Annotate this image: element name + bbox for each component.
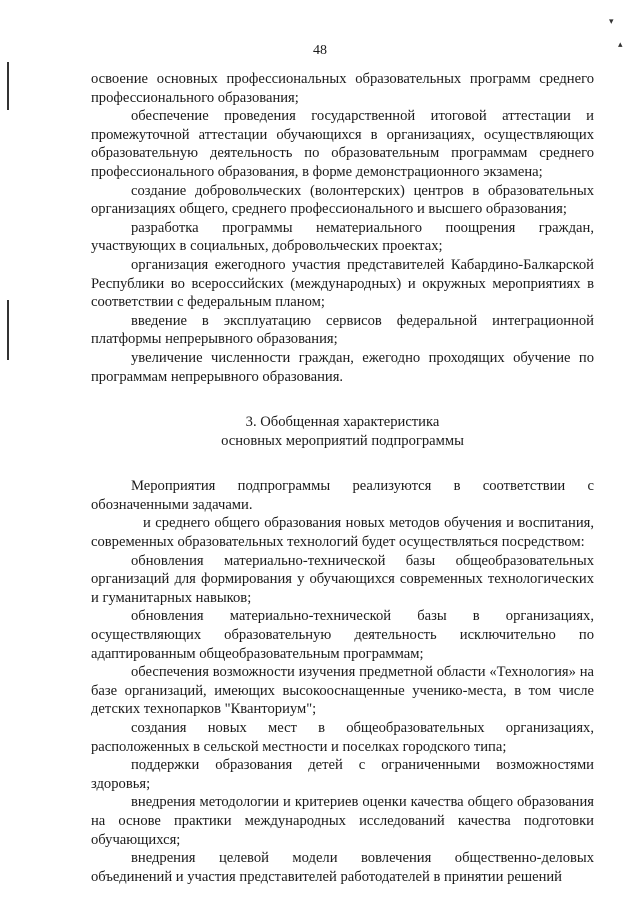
paragraph: и среднего общего образования новых методов обучения и воспитания, современных образовательных технологий будет осуществляться посредством: <box>91 515 594 551</box>
section-heading <box>91 413 594 450</box>
document-body <box>91 70 594 886</box>
paragraph: организация ежегодного участия представителей Кабардино-Балкарской Республики во всероссийских (международных) и окружных мероприятиях в соответствии с федеральным планом; <box>91 256 594 311</box>
section-heading-line: 3. Обобщенная характеристика <box>245 414 440 431</box>
paragraph: разработка программы нематериального поощрения граждан, участвующих в социальных, добровольческих проектах; <box>91 219 594 255</box>
page-number: 48 <box>313 43 327 58</box>
paragraph: увеличение численности граждан, ежегодно проходящих обучение по программам непрерывного образования. <box>91 349 594 385</box>
scan-margin-mark <box>7 62 9 110</box>
paragraph: обновления материально-технической базы общеобразовательных организаций для формирования у обучающихся современных технологических и гуманитарных навыков; <box>91 552 594 606</box>
paragraph: введение в эксплуатацию сервисов федеральной интеграционной платформы непрерывного образования; <box>91 312 594 348</box>
paragraph: поддержки образования детей с ограниченными возможностями здоровья; <box>91 757 594 792</box>
paragraph: создание добровольческих (волонтерских) центров в образовательных организациях общего, среднего профессионального и высшего образования; <box>91 182 594 218</box>
paragraph: создания новых мест в общеобразовательных организациях, расположенных в сельской местности и поселках городского типа; <box>91 720 594 755</box>
paragraph: обновления материально-технической базы в организациях, осуществляющих образовательную деятельность исключительно по адаптированным общеобразовательным программам; <box>91 608 594 662</box>
paragraph: освоение основных профессиональных образовательных программ среднего профессионального образования; <box>91 71 594 106</box>
scan-speck: ▴ <box>618 39 623 49</box>
paragraph: обеспечение проведения государственной итоговой аттестации и промежуточной аттестации обучающихся в организациях, осуществляющих образовательную деятельность по образовательным программам среднего профессионального образования, в форме демонстрационного экзамена; <box>91 108 594 180</box>
paragraph: внедрения целевой модели вовлечения общественно-деловых объединений и участия представителей работодателей в принятии решений <box>91 850 594 885</box>
section-heading-line: основных мероприятий подпрограммы <box>221 432 464 449</box>
scan-margin-mark <box>7 300 9 360</box>
paragraph: внедрения методологии и критериев оценки качества общего образования на основе практики международных исследований качества подготовки обучающихся; <box>91 794 594 848</box>
scan-speck: ▾ <box>609 16 614 26</box>
paragraph: обеспечения возможности изучения предметной области «Технология» на базе организаций, имеющих высокооснащенные ученико-места, в том числе детских технопарков "Кванториум"; <box>91 664 594 718</box>
paragraph: Мероприятия подпрограммы реализуются в соответствии с обозначенными задачами. <box>91 478 594 513</box>
